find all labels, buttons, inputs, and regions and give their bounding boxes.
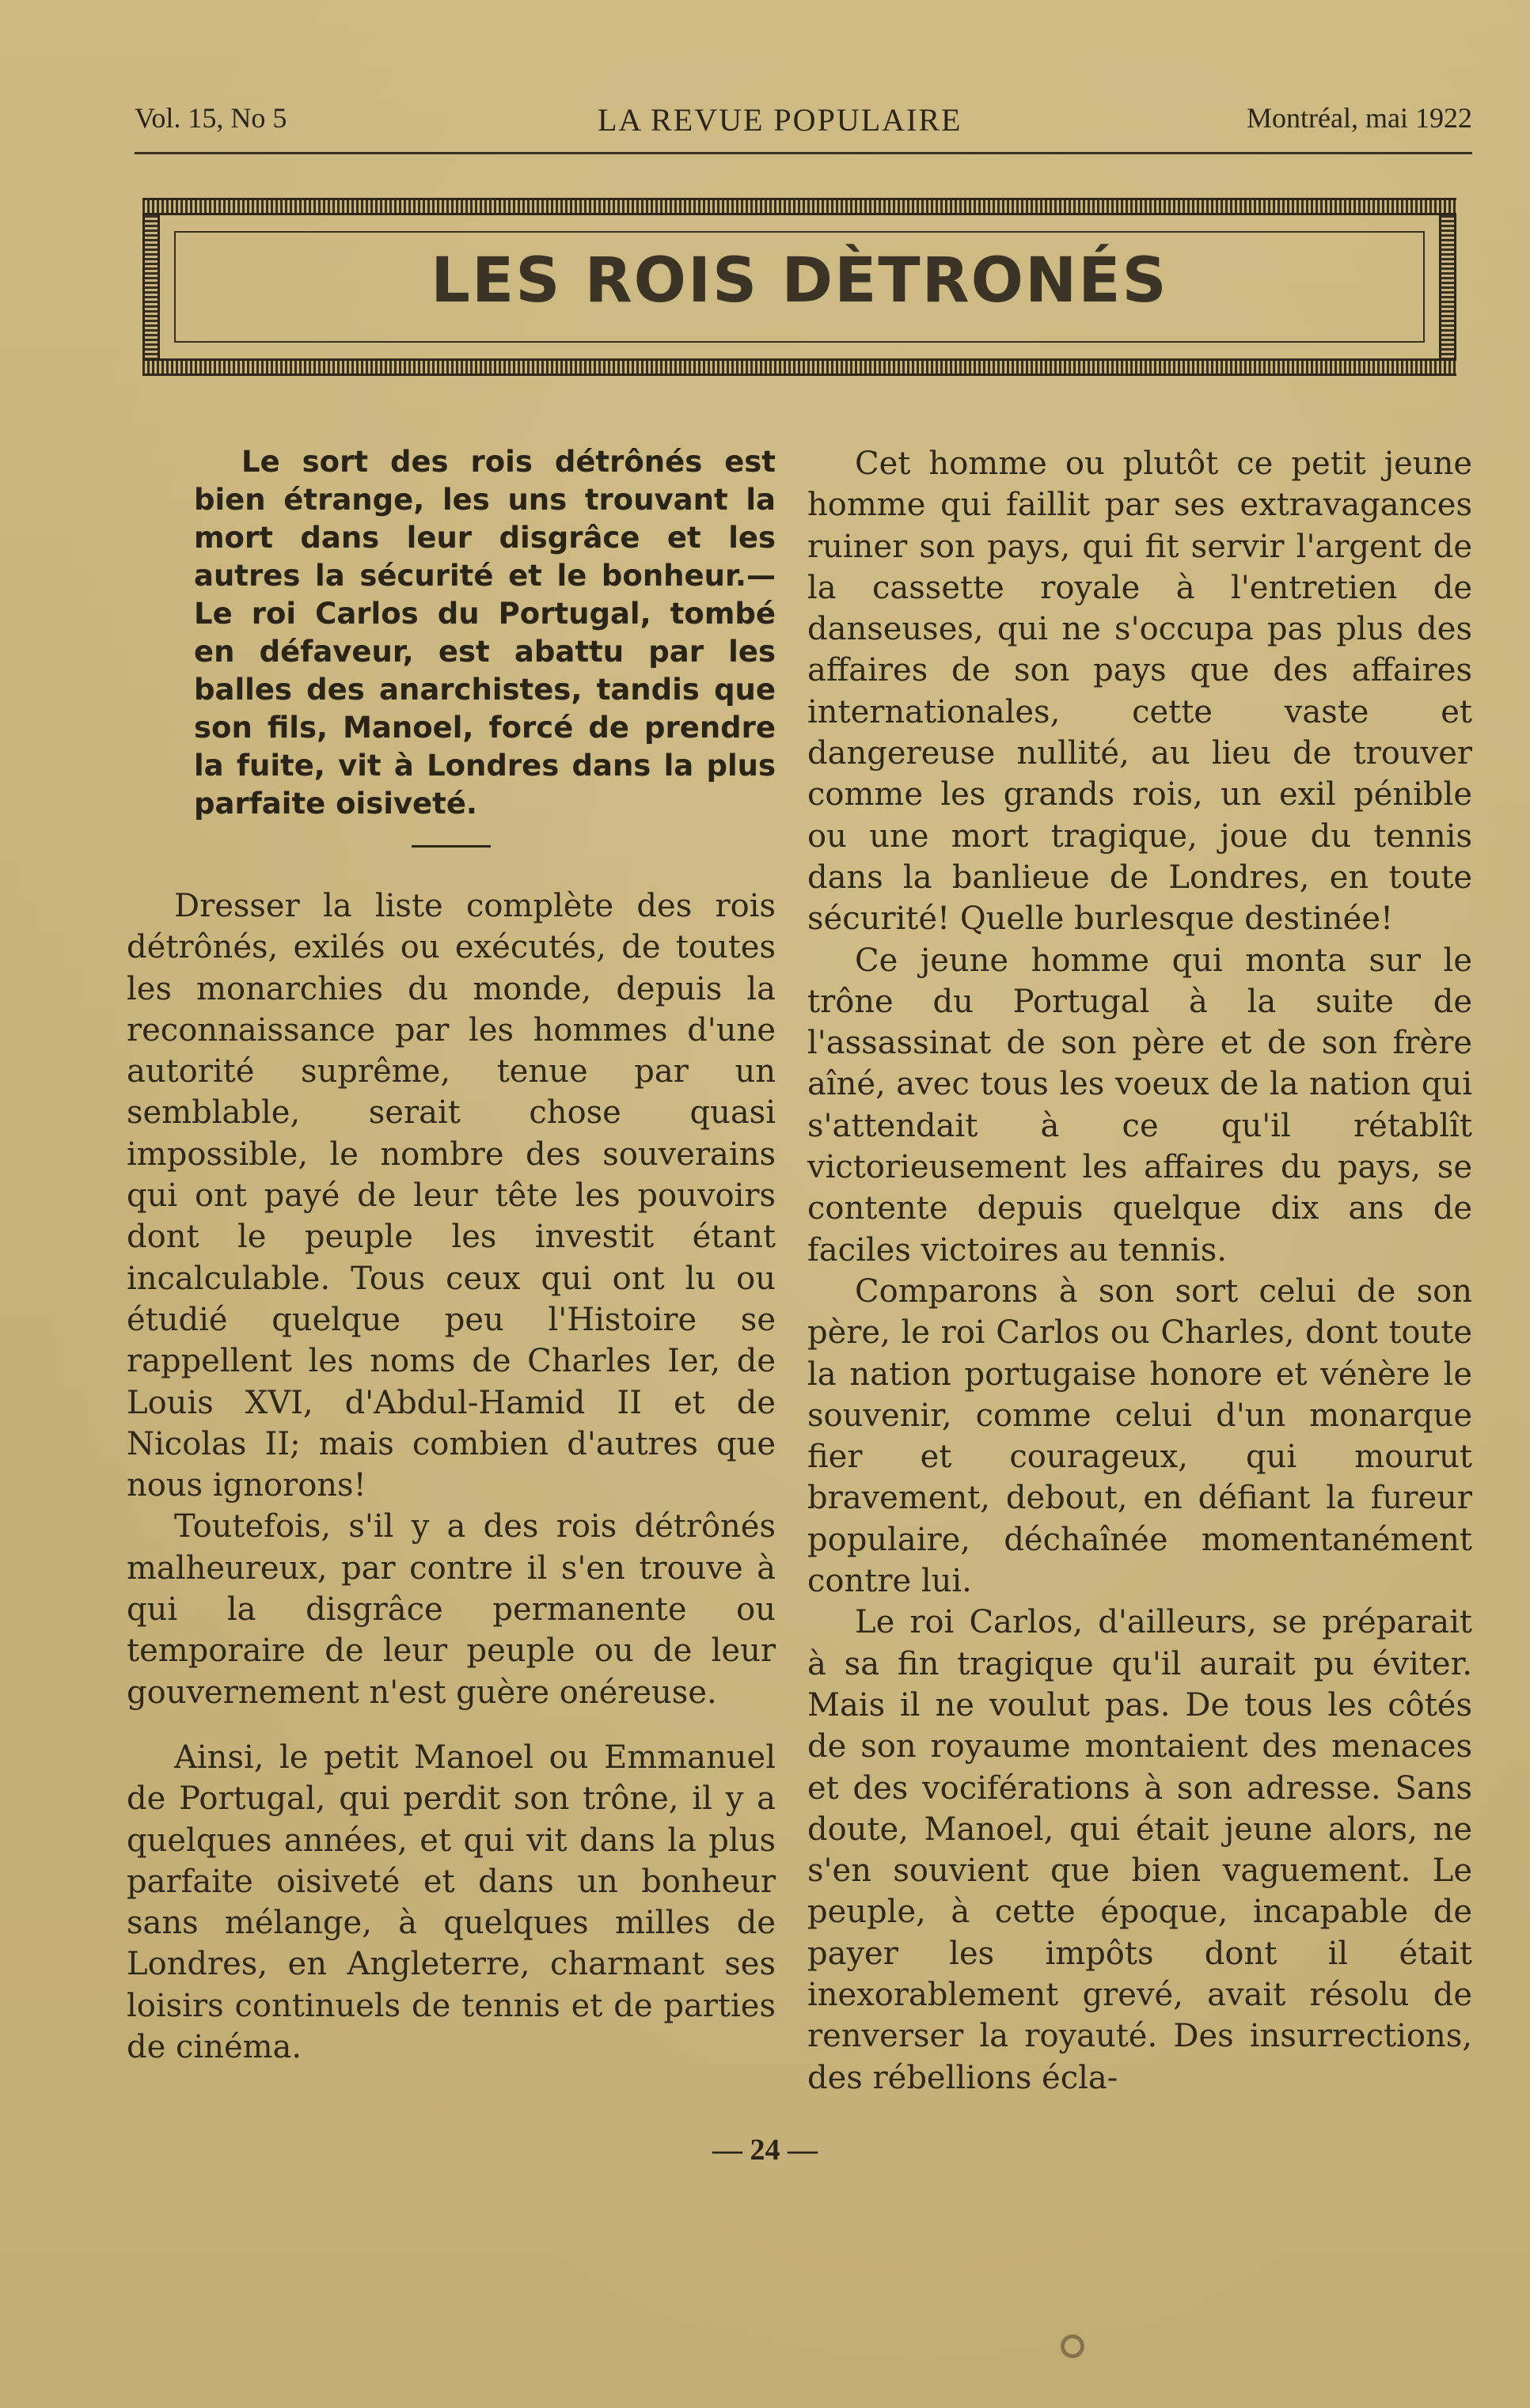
ink-stain: [1061, 2334, 1084, 2358]
body-paragraph: Ainsi, le petit Manoel ou Emmanuel de Portugal, qui perdit son trône, il y a quelques années, et qui vit dans la plus parfaite oisiveté et dans un bonheur sans mélange, à quelques milles de Londres, en Angleterre, charmant ses loisirs continuels de tennis et de parties de cinéma.: [127, 1739, 776, 2066]
header-rule: [135, 152, 1472, 154]
article-title: LES ROIS DÈTRONÉS: [431, 245, 1168, 317]
frame-border-bottom: [142, 358, 1456, 376]
body-paragraph: Ce jeune homme qui monta sur le trône du Portugal à la suite de l'assassinat de son père et de son frère aîné, avec tous les voeux de la nation qui s'attendait à ce qu'il rétablît victorieusement les affaires du pays, se contente depuis quelque dix ans de faciles victoires au tennis.: [807, 942, 1472, 1268]
body-paragraph: Le roi Carlos, d'ailleurs, se préparait à sa fin tragique qu'il aurait pu éviter. Mais il ne voulut pas. De tous les côtés de son royaume montaient des menaces et des vociférations à son adresse. Sans doute, Manoel, qui était jeune alors, ne s'en souvient que bien vaguement. Le peuple, à cette époque, incapable de payer les impôts dont il était inexorablement grevé, avait résolu de renverser la royauté. Des insurrections, des rébellions écla-: [807, 1604, 1472, 2096]
publication-name: LA REVUE POPULAIRE: [598, 102, 962, 138]
article-lead: Le sort des rois détrônés est bien étrange, les uns trouvant la mort dans leur disgrâce et les autres la sécurité et le bonheur.—Le roi Carlos du Portugal, tombé en défaveur, est abattu par les balles des anarchistes, tandis que son fils, Manoel, forcé de prendre la fuite, vit à Londres dans la plus parfaite oisiveté.: [194, 445, 776, 821]
right-column: [807, 443, 1472, 2099]
volume-number: Vol. 15, No 5: [135, 102, 287, 134]
title-frame: [142, 198, 1456, 376]
body-paragraph: Dresser la liste complète des rois détrônés, exilés ou exécutés, de toutes les monarchies du monde, depuis la reconnaissance par les hommes d'une autorité suprême, tenue par un semblable, serait chose quasi impossible, le nombre des souverains qui ont payé de leur tête les pouvoirs dont le peuple les investit étant incalculable. Tous ceux qui ont lu ou étudié quelque peu l'Histoire se rappellent les noms de Charles Ier, de Louis XVI, d'Abdul-Hamid II et de Nicolas II; mais combien d'autres que nous ignorons!: [127, 888, 776, 1504]
running-header: [135, 101, 1472, 149]
left-column: [127, 443, 776, 2068]
frame-border-top: [142, 198, 1456, 215]
page-number: — 24 —: [712, 2133, 818, 2167]
body-paragraph: Comparons à son sort celui de son père, le roi Carlos ou Charles, dont toute la nation portugaise honore et vénère le souvenir, comme celui d'un monarque fier et courageux, qui mourut bravement, debout, en défiant la fureur populaire, déchaînée momentanément contre lui.: [807, 1272, 1472, 1600]
place-date: Montréal, mai 1922: [1247, 102, 1472, 134]
body-paragraph: Toutefois, s'il y a des rois détrônés malheureux, par contre il s'en trouve à qui la disgrâce permanente ou temporaire de leur peuple ou de leur gouvernement n'est guère onéreuse.: [127, 1508, 776, 1711]
body-paragraph: Cet homme ou plutôt ce petit jeune homme qui faillit par ses extravagances ruiner son pays, qui fit servir l'argent de la cassette royale à l'entretien de danseuses, qui ne s'occupa pas plus des affaires de son pays que des affaires internationales, cette vaste et dangereuse nullité, au lieu de trouver comme les grands rois, un exil pénible ou une mort tragique, joue du tennis dans la banlieue de Londres, en toute sécurité! Quelle burlesque destinée!: [807, 446, 1472, 938]
separator-rule: [412, 845, 491, 848]
